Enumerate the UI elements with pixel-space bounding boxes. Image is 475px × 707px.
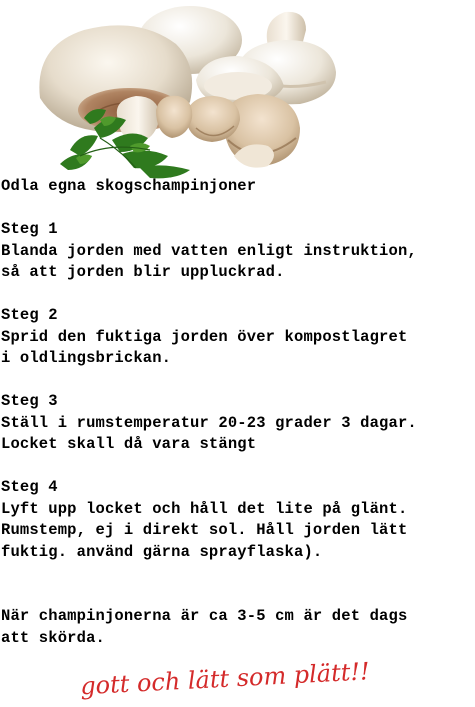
harvest-note (1, 606, 475, 649)
harvest-text: att skörda. (1, 628, 105, 647)
step-heading: Steg 4 (1, 478, 58, 496)
step-heading: Steg 3 (1, 392, 58, 410)
step-text: så att jorden blir uppluckrad. (1, 263, 285, 281)
step-text: Rumstemp, ej i direkt sol. Håll jorden lätt (1, 521, 408, 539)
step-text: fuktig. använd gärna sprayflaska). (1, 542, 323, 561)
step-text: Ställ i rumstemperatur 20-23 grader 3 dagar. (1, 413, 417, 432)
step-text: i oldlingsbrickan. (1, 349, 172, 367)
step-text: Sprid den fuktiga jorden över kompostlagret (1, 327, 408, 346)
step-text: Locket skall då vara stängt (1, 435, 257, 453)
step-4 (1, 477, 475, 563)
signature (80, 652, 400, 702)
step-heading: Steg 1 (1, 220, 58, 238)
step-1 (1, 219, 475, 284)
step-text: Lyft upp locket och håll det lite på glänt. (1, 499, 408, 518)
page-title: Odla egna skogschampinjoner (1, 177, 257, 195)
step-3 (1, 391, 475, 456)
step-heading: Steg 2 (1, 306, 58, 324)
instructions (1, 176, 475, 649)
step-text: Blanda jorden med vatten enligt instruktion, (1, 241, 417, 260)
mushroom-image (0, 0, 475, 180)
harvest-text: När champinjonerna är ca 3-5 cm är det dags (1, 607, 408, 625)
signature-text: gott och lätt som plätt!! (80, 657, 371, 701)
step-2 (1, 305, 475, 370)
